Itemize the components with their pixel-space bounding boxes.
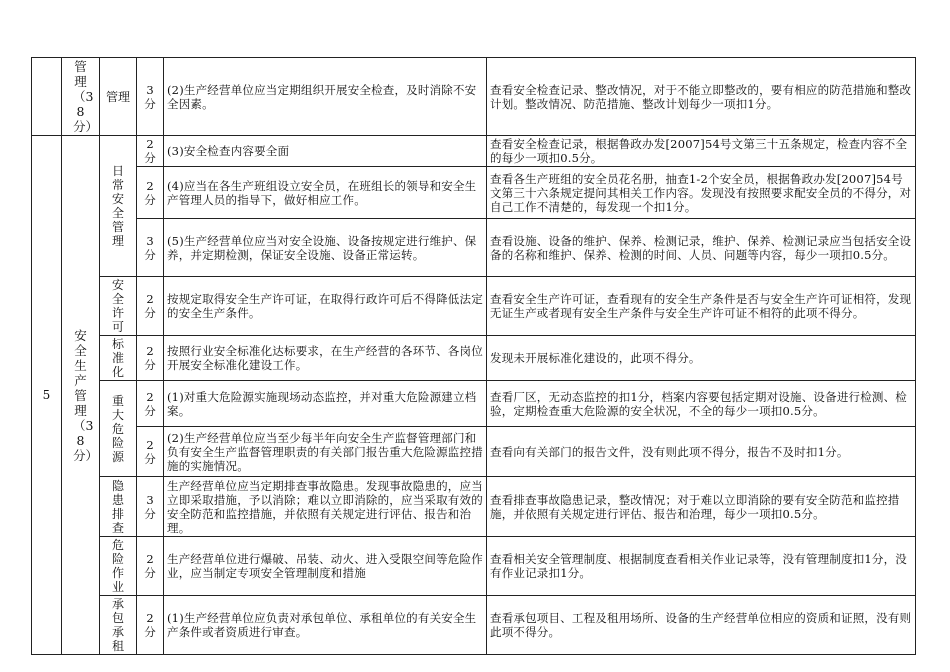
subcategory-cell <box>100 277 137 336</box>
points-cell: 3分 <box>137 219 164 277</box>
check-method-cell: 查看向有关部门的报告文件，没有则此项不得分，报告不及时扣1分。 <box>487 427 916 477</box>
check-method-cell: 查看设施、设备的维护、保养、检测记录，维护、保养、检测记录应当包括安全设备的名称和维护、保养、检测的时间、人员、问题等内容，每少一项扣0.5分。 <box>487 219 916 277</box>
table-row <box>32 219 916 277</box>
points-cell: 2分 <box>137 167 164 219</box>
subcategory-cell <box>100 381 137 477</box>
table-row <box>32 477 916 537</box>
subcategory-label: 日常安全管理 <box>111 164 124 248</box>
subcategory-cell <box>100 136 137 277</box>
points-cell: 2分 <box>137 596 164 655</box>
requirement-cell: (1)生产经营单位应负责对承包单位、承租单位的有关安全生产条件或者资质进行审查。 <box>164 596 487 655</box>
table-row <box>32 381 916 427</box>
requirement-cell: (1)对重大危险源实施现场动态监控，并对重大危险源建立档案。 <box>164 381 487 427</box>
subcategory-label: 重大危险源 <box>111 393 124 464</box>
check-method-cell: 查看承包项目、工程及租用场所、设备的生产经营单位相应的资质和证照，没有则此项不得分。 <box>487 596 916 655</box>
subcategory-label: 标准化 <box>111 337 124 379</box>
category-cell <box>62 136 100 655</box>
section-number-cell <box>32 58 62 136</box>
table-row <box>32 336 916 381</box>
section-number-cell <box>32 136 62 655</box>
points-cell: 3分 <box>137 58 164 136</box>
points-cell: 2分 <box>137 427 164 477</box>
requirement-cell: 按照行业安全标准化达标要求，在生产经营的各环节、各岗位开展安全标准化建设工作。 <box>164 336 487 381</box>
category-label: 管理（38分） <box>73 59 99 134</box>
table-row <box>32 596 916 655</box>
points-cell: 2分 <box>137 381 164 427</box>
check-method-cell: 查看安全生产许可证，查看现有的安全生产条件是否与安全生产许可证相符，发现无证生产或者现有安全生产条件与安全生产许可证不相符的此项不得分。 <box>487 277 916 336</box>
check-method-cell: 查看厂区，无动态监控的扣1分，档案内容要包括定期对设施、设备进行检测、检验，定期检查重大危险源的安全状况，不全的每少一项扣0.5分。 <box>487 381 916 427</box>
points-cell: 2分 <box>137 336 164 381</box>
table-row <box>32 136 916 167</box>
check-method-cell: 查看各生产班组的安全员花名册，抽查1-2个安全员，根据鲁政办发[2007]54号文第三十六条规定提问其相关工作内容。发现没有按照要求配安全员的不得分，对自己工作不清楚的，每发现一个扣1分。 <box>487 167 916 219</box>
check-method-cell: 查看安全检查记录，根据鲁政办发[2007]54号文第三十五条规定，检查内容不全的每少一项扣0.5分。 <box>487 136 916 167</box>
category-cell <box>62 58 100 136</box>
subcategory-cell <box>100 58 137 136</box>
subcategory-cell <box>100 537 137 596</box>
requirement-cell: (4)应当在各生产班组设立安全员，在班组长的领导和安全生产管理人员的指导下，做好相应工作。 <box>164 167 487 219</box>
check-method-cell: 发现未开展标准化建设的，此项不得分。 <box>487 336 916 381</box>
points-cell: 3分 <box>137 477 164 537</box>
points-cell: 2分 <box>137 277 164 336</box>
requirement-cell: (2)生产经营单位应当至少每半年向安全生产监督管理部门和负有安全生产监督管理职责的有关部门报告重大危险源监控措施的实施情况。 <box>164 427 487 477</box>
subcategory-label: 承包承租 <box>111 597 124 653</box>
section-number: 5 <box>42 388 51 402</box>
subcategory-cell <box>100 477 137 537</box>
subcategory-label: 管理 <box>105 89 130 104</box>
requirement-cell: 生产经营单位进行爆破、吊装、动火、进入受限空间等危险作业，应当制定专项安全管理制度和措施 <box>164 537 487 596</box>
subcategory-label: 安全许可 <box>111 278 124 334</box>
table-row <box>32 167 916 219</box>
subcategory-cell <box>100 336 137 381</box>
category-label: 安全生产管理（38分） <box>73 327 99 463</box>
table-row <box>32 277 916 336</box>
subcategory-cell <box>100 596 137 655</box>
subcategory-label: 隐患排查 <box>111 478 124 535</box>
subcategory-label: 危险作业 <box>111 538 124 594</box>
points-cell: 2分 <box>137 136 164 167</box>
requirement-cell: 按规定取得安全生产许可证，在取得行政许可后不得降低法定的安全生产条件。 <box>164 277 487 336</box>
requirement-cell: (5)生产经营单位应当对安全设施、设备按规定进行维护、保养，并定期检测，保证安全设施、设备正常运转。 <box>164 219 487 277</box>
assessment-table <box>31 57 916 655</box>
points-cell: 2分 <box>137 537 164 596</box>
table-row <box>32 58 916 136</box>
check-method-cell: 查看安全检查记录、整改情况，对于不能立即整改的，要有相应的防范措施和整改计划。整改情况、防范措施、整改计划每少一项扣1分。 <box>487 58 916 136</box>
requirement-cell: (3)安全检查内容要全面 <box>164 136 487 167</box>
check-method-cell: 查看相关安全管理制度、根据制度查看相关作业记录等，没有管理制度扣1分，没有作业记录扣1分。 <box>487 537 916 596</box>
requirement-cell: 生产经营单位应当定期排查事故隐患。发现事故隐患的，应当立即采取措施，予以消除；难以立即消除的，应当采取有效的安全防范和监控措施，并依照有关规定进行评估、报告和治理。 <box>164 477 487 537</box>
table-row <box>32 537 916 596</box>
requirement-cell: (2)生产经营单位应当定期组织开展安全检查，及时消除不安全因素。 <box>164 58 487 136</box>
check-method-cell: 查看排查事故隐患记录，整改情况；对于难以立即消除的要有安全防范和监控措施，并依照有关规定进行评估、报告和治理，每少一项扣0.5分。 <box>487 477 916 537</box>
table-row <box>32 427 916 477</box>
